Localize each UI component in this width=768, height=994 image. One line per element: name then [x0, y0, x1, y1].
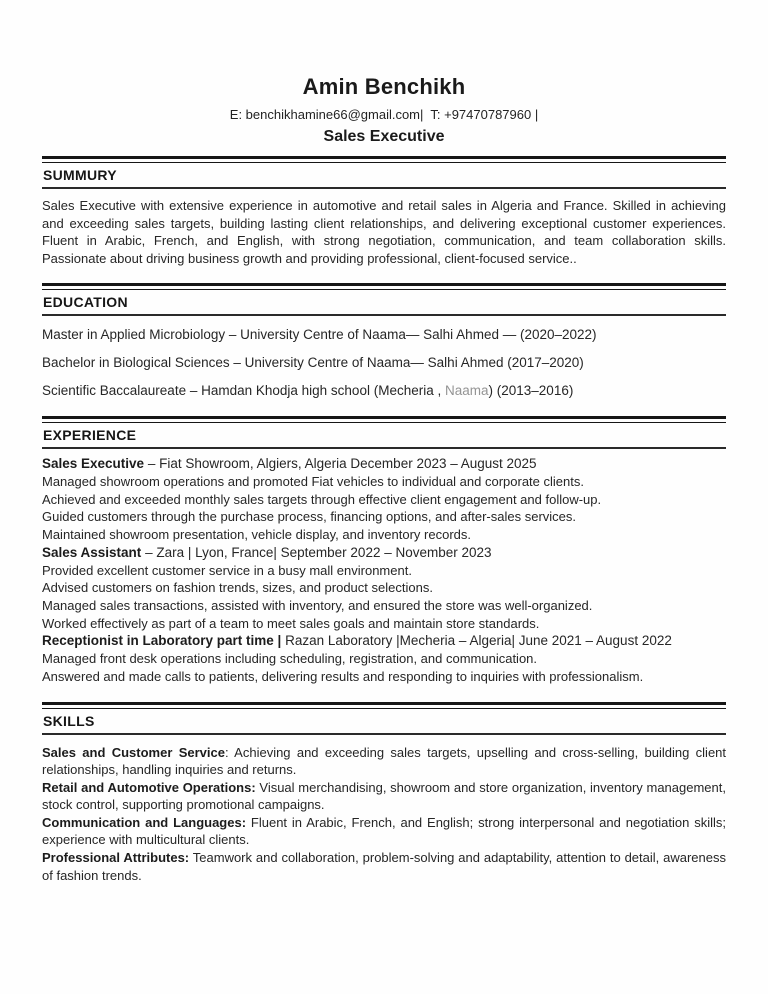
job-title-role: Receptionist in Laboratory part time | — [42, 633, 282, 649]
job-bullet: Managed front desk operations including scheduling, registration, and communication. — [42, 651, 538, 667]
skill-label: Communication and Languages: — [42, 814, 247, 830]
section-education — [42, 283, 726, 400]
resume-name: Amin Benchikh — [302, 74, 466, 99]
job-title-detail: Razan Laboratory |Mecheria – Algeria| June 2021 – August 2022 — [281, 633, 672, 649]
skill-item — [42, 814, 726, 849]
skill-text: Visual merchandising, showroom and store organization, inventory management, stock control, supporting promotional campaigns. — [42, 779, 726, 813]
job-bullet: Worked effectively as part of a team to meet sales goals and maintain store standards. — [42, 615, 540, 631]
education-item — [42, 382, 726, 400]
skill-text: : Achieving and exceeding sales targets, upselling and cross-selling, building client relationships, handling inquiries and returns. — [42, 744, 727, 778]
section-summary — [42, 156, 726, 267]
job-bullet: Managed showroom operations and promoted Fiat vehicles to individual and corporate clients. — [42, 474, 584, 490]
education-item-text: Bachelor in Biological Sciences – University Centre of Naama— Salhi Ahmed (2017–2020) — [42, 355, 584, 371]
education-item — [42, 354, 726, 372]
section-divider — [42, 447, 726, 449]
skill-text: Teamwork and collaboration, problem-solving and adaptability, attention to detail, awareness of fashion trends. — [42, 850, 727, 883]
section-experience — [42, 416, 726, 685]
experience-heading: EXPERIENCE — [43, 427, 137, 444]
education-item — [42, 326, 726, 344]
resume-role-title: Sales Executive — [323, 128, 445, 145]
skill-label: Professional Attributes: — [42, 850, 190, 866]
section-skills — [42, 702, 726, 885]
education-heading: EDUCATION — [43, 294, 128, 311]
job-title — [42, 455, 726, 473]
job-title-detail: – Fiat Showroom, Algiers, Algeria December 2023 – August 2025 — [144, 456, 537, 472]
skill-item — [42, 779, 726, 814]
section-divider — [42, 314, 726, 316]
job-title-role: Sales Assistant — [42, 544, 142, 560]
section-divider — [42, 187, 726, 189]
experience-entries — [42, 455, 726, 685]
job-bullet: Provided excellent customer service in a busy mall environment. — [42, 562, 412, 578]
job-bullet: Guided customers through the purchase process, financing options, and after-sales services. — [42, 509, 577, 525]
job-bullet: Advised customers on fashion trends, sizes, and product selections. — [42, 580, 433, 596]
skill-text: Fluent in Arabic, French, and English; strong interpersonal and negotiation skills; experience with multicultural clients. — [42, 814, 726, 848]
job-bullet: Maintained showroom presentation, vehicle display, and inventory records. — [42, 527, 471, 543]
education-item-location-gray: Naama — [444, 383, 489, 399]
education-item-text: Scientific Baccalaureate – Hamdan Khodja high school (Mecheria , — [42, 383, 445, 399]
skill-label: Retail and Automotive Operations: — [42, 779, 256, 795]
education-item-text: Master in Applied Microbiology – University Centre of Naama— Salhi Ahmed — (2020–2022) — [42, 327, 597, 343]
job-title-role: Sales Executive — [42, 456, 145, 472]
skill-label: Sales and Customer Service — [42, 744, 225, 760]
skill-item — [42, 744, 726, 779]
section-divider — [42, 733, 726, 735]
skill-item — [42, 849, 726, 884]
job-bullet: Managed sales transactions, assisted with inventory, and ensured the store was well-organized. — [42, 598, 593, 613]
skills-heading: SKILLS — [43, 712, 95, 729]
job-title-detail: – Zara | Lyon, France| September 2022 – November 2023 — [141, 544, 492, 560]
education-item-text: ) (2013–2016) — [488, 383, 574, 399]
contact-line: E: benchikhamine66@gmail.com| T: +97470787960 | — [229, 107, 539, 122]
job-bullet: Achieved and exceeded monthly sales targets through effective client engagement and follow-up. — [42, 491, 602, 507]
summary-paragraph: Sales Executive with extensive experience in automotive and retail sales in Algeria and France. Skilled in achieving and exceeding sales targets, building lasting client relationships, and delivering exceptional customer experiences. Fluent in Arabic, French, and English, with strong negotiation, communication, and team collaboration skills. Passionate about driving business growth and providing professional, client-focused service.. — [42, 198, 726, 266]
job-title — [42, 632, 726, 650]
job-bullet: Answered and made calls to patients, delivering results and responding to inquiries with professionalism. — [42, 668, 644, 684]
job-title — [42, 544, 726, 562]
summary-heading: SUMMURY — [43, 167, 117, 183]
skills-list — [42, 744, 726, 885]
